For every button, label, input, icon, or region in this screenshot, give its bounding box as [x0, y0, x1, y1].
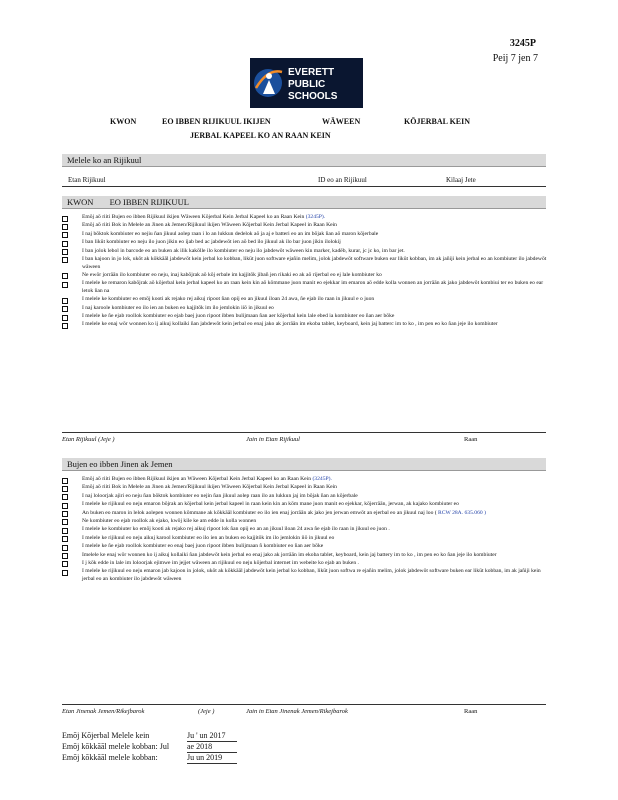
checklist-item-text: I j kōk edde in lale im loloorjak ejimwe im jejjet wāween an rijikuul eo neju kōjerbal internet im webeite ko ejab an buken . — [82, 559, 359, 566]
checklist-item-text: Emōj aō riiti Bok in Melele an Jinen ak Jemen/Rijikuul ikijen Wāween Kōjerbal Kein Jerbal Kapeel in Raan Kein — [82, 484, 337, 491]
checklist-item — [62, 543, 548, 551]
checklist-item — [62, 518, 548, 526]
checkbox[interactable] — [62, 536, 68, 542]
checklist-item-text: I melele ke rijikuul eo neju aikuj karool kombiuter eo ilo ien an buken eo kajjitōk im ilo jemlokin iiō in jikuul eo — [82, 534, 335, 541]
checkbox[interactable] — [62, 561, 68, 567]
checklist-item — [62, 476, 548, 484]
everett-public-schools-logo — [250, 58, 363, 108]
revised2-label: Emōj kōkkāāl melele kobban: — [62, 753, 158, 762]
checklist-item-text: I melele ke rijikuul eo neju emaron jab kajoon in jolok, ukōt ak kōkkāāl jabdewōt kein jerbal ko kobban, likūt juon softwa re ejañin melim, jolok jabdewōt software buken ear likūt kobban, im ak jañiji kein jerbal eo an kombiuter ilo jabdewōt wāween — [82, 568, 541, 582]
parent-agreement-section-bar: Bujen eo ibben Jinen ak Jemen — [62, 458, 546, 471]
checklist-item-text: I ban likūt kombiuter eo neju ilo juon jikin eo ijab bed ac jabdewōt ien aō bed ilo jikuul ak ilo bar juon jikin ilolokij — [82, 239, 341, 246]
checklist-item — [62, 501, 548, 509]
student-name-field[interactable]: Etan Rijikuul — [68, 176, 106, 184]
student-info-fields — [62, 174, 546, 187]
checklist-item — [62, 231, 548, 239]
checklist-item-text: Imelele ke enaj wōr wonnen ko ij aikuj kollaiki ñan jabdewōt kein jerbal eo enaj jako ak jorrāān im ekoba tablet, keyboard, kein jaj battery im to ko , im pen eo ko ñan jeje ilo kombiuter — [82, 551, 497, 558]
checklist-item — [62, 214, 548, 222]
checkbox[interactable] — [62, 553, 68, 559]
logo-line2: PUBLIC — [288, 79, 326, 90]
checkbox[interactable] — [62, 273, 68, 279]
checkbox[interactable] — [62, 216, 68, 222]
adopted-value: Ju ' un 2017 — [187, 730, 237, 742]
checkbox[interactable] — [62, 570, 68, 576]
parent-date-label: Raan — [464, 708, 478, 715]
checklist-item-text: I melele ke enaj wōr wonnen ko ij aikuj kollaiki ñan jabdewōt kein jerbal eo enaj jako ak jorrāān im ekoba tablet, keyboard, kein jaj batterc im to ko , im pen eo ko ñan jeje ilo kombiuter — [82, 321, 498, 328]
page-number: Peij 7 jen 7 — [492, 53, 538, 64]
logo-line3: SCHOOLS — [288, 91, 338, 102]
parent-signature-label: Jain in Etan Jinenak Jemen/Rikejbarok — [246, 708, 348, 715]
checklist-item-text: Emōj aō riiti Bujen eo ibben Rijikuul ikijen an Wāween Kōjerbal Kein Jerbal Kapeel ko an Raan Kein — [82, 476, 312, 482]
checklist-item — [62, 552, 548, 560]
checklist-item-text: I naj karoole kombiuter eo ilo ien an buken eo kajjitōk im ilo jemlokin iiō in jikuul eo — [82, 304, 274, 311]
checklist-item — [62, 526, 548, 534]
student-agreement-bar-col1: KWON — [67, 197, 94, 207]
student-signature-label: Jain in Etan Rijikuul — [246, 436, 300, 443]
student-agreement-section-bar — [62, 196, 546, 209]
checklist-item-text: I naj bōktok kombiuter eo nejiu ñan jikuul aolep raan i lo an lukkun dedelok aō ja aj e batteri eo an im bōjak ñan aō maron kōjerbale — [82, 230, 379, 237]
student-agreement-bar-col2: EO IBBEN RIJIKUUL — [109, 197, 189, 207]
title-col3: WĀWEEN — [322, 117, 361, 126]
checklist-item-text: I melele ke kombiuter eo emōj kooti ak rejako rej aikuj ripoot ñan opij eo an jikuul iloan 24 awa, ñe ejab ilo raan in jikuul e o juon — [82, 296, 375, 303]
checklist-item — [62, 239, 548, 247]
checklist-item — [62, 313, 548, 321]
checklist-item — [62, 510, 548, 518]
checklist-item — [62, 280, 548, 295]
revision-dates — [62, 730, 237, 763]
revised-date-row-2 — [62, 752, 237, 763]
parent-signature-labels — [62, 708, 546, 718]
checkbox[interactable] — [62, 232, 68, 238]
checklist-item-text: I melele ke ñe ejab roollok kombiuter eo enaj baej juon ripoot ibben bulijmaan ñ kombiuter eo ñan aer bōke — [82, 543, 324, 550]
checklist-item — [62, 484, 548, 492]
student-name-print-label: Etan Rijikuul (Jeje ) — [62, 436, 115, 443]
checklist-item-text: I ban jolok lebol in barcode eo an buken ak ilik kakōlle ilo kombiuter eo neju ilo jabdewōt wāween kin marker, kadēb, kurar, jc jc ko, im bar jet. — [82, 247, 405, 254]
checklist-item-text: Ne kombiuter eo ejab roollok ak ejako, kwōj kile ke am edde in kolla wonnen — [82, 517, 257, 524]
checkbox[interactable] — [62, 503, 68, 509]
checklist-item-text: Emōj aō riiti Bok in Melele an Jinen ak Jemen/Rijikuul ikijen Wāween Kōjerbal Kein Jerbal Kapeel in Raan Kein — [82, 222, 337, 229]
parent-signature-line — [62, 704, 546, 705]
checkbox[interactable] — [62, 519, 68, 525]
checkbox[interactable] — [62, 224, 68, 230]
checklist-item — [62, 296, 548, 304]
logo-line1: EVERETT — [288, 67, 335, 78]
checkbox[interactable] — [62, 323, 68, 329]
checklist-item-text: An buken eo maron in lelok aolepen wonnen kōmmane ak kōkkāāl kombiuter eo ilo ien enaj jorrāān ak jako jen jerwan emwōt an ejerbal eo an jikuul naj loo ( — [82, 509, 437, 516]
adopted-date-row — [62, 730, 237, 741]
checklist-item — [62, 535, 548, 543]
checklist-item-text: I melele ke remaron kabōjrak aō kōjerbal kein jerbal kapeel ko an raan kein kin aō kōmmane juon manit eo ejekkar im emaron aō edde kolla wonnen an jorrāān ak jako jabdewōt kombiui ter eo buken eo ear letok ñan na — [82, 280, 544, 294]
checkbox[interactable] — [62, 545, 68, 551]
parent-print-label: (Jeje ) — [198, 708, 215, 715]
revised-date-row-1 — [62, 741, 237, 752]
doc-number: 3245P — [509, 38, 536, 49]
checkbox[interactable] — [62, 478, 68, 484]
title-col4: KŌJERBAL KEIN — [404, 117, 471, 126]
checklist-item — [62, 560, 548, 568]
checkbox[interactable] — [62, 486, 68, 492]
adopted-label: Emōj Kōjerbal Melele kein — [62, 731, 150, 740]
title-col2: EO IBBEN RIJIKUUL IKIJEN — [162, 117, 271, 126]
parent-agreement-list — [62, 476, 548, 584]
checklist-item — [62, 305, 548, 313]
student-grade-field[interactable]: Kilaaj Jete — [446, 176, 476, 184]
checklist-item-text: I melele ke rijikuul eo neju emaron bōjrak an kōjerbal kein jerbal kapeel in raan kein kin an kōm mane juon manit eo ejekkar, kōjerrāān, jerwan, ak kajako kombiuter eo — [82, 501, 459, 508]
checklist-item-text: Emōj aō riiti Bujen eo ibben Rijikuul ikijen Wāween Kōjerbal Kein Jerbal Kapeel ko an Raan Kein — [82, 214, 305, 220]
student-agreement-list — [62, 214, 548, 330]
checklist-item — [62, 222, 548, 230]
checkbox[interactable] — [62, 315, 68, 321]
checkbox[interactable] — [62, 249, 68, 255]
student-date-label: Raan — [464, 436, 478, 443]
checkbox[interactable] — [62, 241, 68, 247]
checklist-item — [62, 248, 548, 256]
student-signature-line — [62, 432, 546, 433]
parent-name-print-label: Etan Jinenak Jemen/Rikejbarok — [62, 708, 145, 715]
checklist-item — [62, 256, 548, 271]
checklist-item-text: I melele ke ñe ejab roollok kombiuter eo ejab baej juon ripoot ibben bulijmaan ñan aer kōjerbal kein lale ebed ia kombiuter eo ñan aer bōke — [82, 313, 395, 320]
checklist-item — [62, 493, 548, 501]
title-subtitle: JERBAL KAPEEL KO AN RAAN KEIN — [190, 131, 331, 140]
checkbox[interactable] — [62, 282, 68, 288]
student-id-field[interactable]: ID eo an Rijikuul — [318, 176, 367, 184]
checklist-item-text: Ne ewōr jorrāān ilo kombiuter eo neju, inaj kabōjrak aō kōj erbale im kajjitōk jibañ jen rikaki eo ak aō rijerbal eo ej lale kombiuter ko — [82, 271, 382, 278]
student-info-section-bar: Melele ko an Rijikuul — [62, 154, 546, 167]
revised2-value: Ju un 2019 — [187, 752, 237, 764]
title-col1: KWON — [110, 117, 137, 126]
checkbox[interactable] — [62, 511, 68, 517]
checklist-item-text: I naj loloorjak ajiri eo neju ñan bōktok kombiuter eo nejin ñan jikuul aolep raan ilo an lukkun jaj im bōjak ñan an kōjerbale — [82, 492, 358, 499]
checklist-item-text: I melele ke kombiuter ko emōj kooti ak rejako rej aikuj ripoot lok ñan opij eo an an jikuul iloan 24 awa ñe ejab ilo raan in jikuul eo juon . — [82, 526, 390, 533]
logo-graphic — [250, 58, 363, 108]
revised1-value: ae 2018 — [187, 741, 237, 753]
checklist-item — [62, 272, 548, 280]
student-signature-labels — [62, 436, 546, 446]
checkbox[interactable] — [62, 298, 68, 304]
checkbox[interactable] — [62, 494, 68, 500]
checkbox[interactable] — [62, 528, 68, 534]
checkbox[interactable] — [62, 257, 68, 263]
checklist-item-text: I ban kajoon in jo lok, ukōt ak kōkkāāl jabdewōt kein jerbal ko kobban, likūt juon software ejañin melim, jolok jabdewōt software buken ear likūt kobban, im ak jañiji kein jerbal eo an kombiuter ilo jabdewōt wāween — [82, 255, 547, 270]
revised1-label: Emōj kōkkāāl melele kobban: Jul — [62, 742, 170, 751]
reference-link[interactable]: RCW 28A. 635.060 ) — [438, 509, 486, 516]
checklist-item — [62, 321, 548, 329]
checkbox[interactable] — [62, 306, 68, 312]
reference-link[interactable]: (3245P). — [305, 214, 326, 220]
reference-link[interactable]: (3245P). — [312, 476, 332, 482]
checklist-item — [62, 568, 548, 583]
